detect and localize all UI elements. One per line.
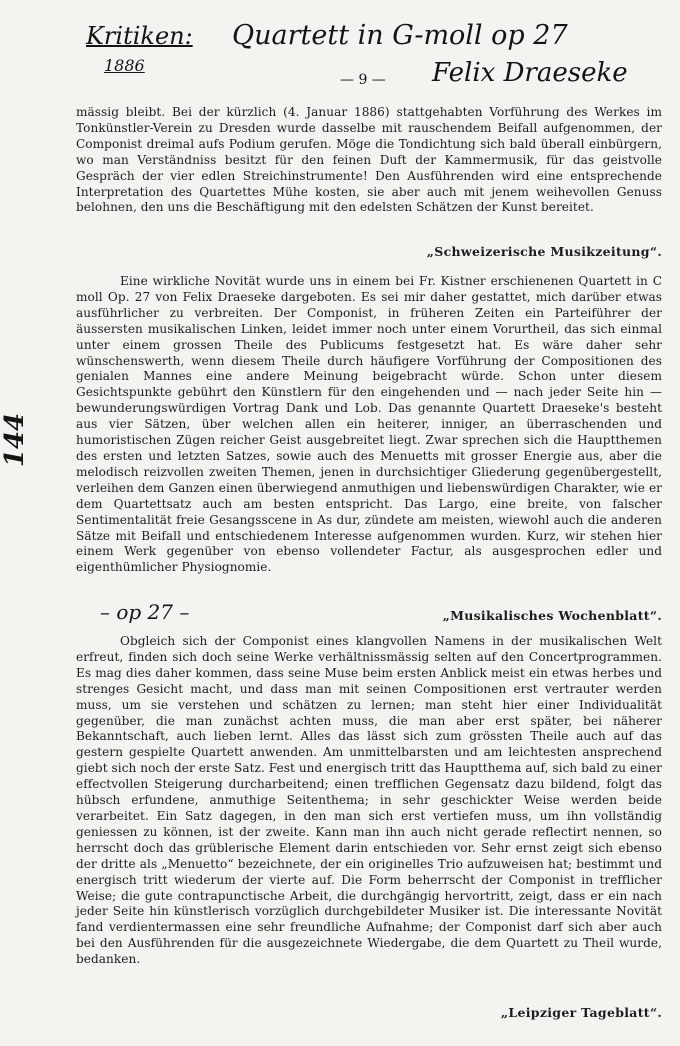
handwritten-title: Quartett in G-moll op 27 [232,20,568,51]
review-source-1: „Schweizerische Musikzeitung“. [426,244,662,259]
handwritten-author: Felix Draeseke [432,58,628,88]
page-number: — 9 — [340,72,386,88]
handwritten-opus-note: – op 27 – [100,600,190,624]
review-block-1 [76,105,662,216]
handwritten-year: 1886 [104,56,145,75]
handwritten-margin-number: 144 [0,412,30,468]
review-text-1: mässig bleibt. Bei der kürzlich (4. Januar 1886) stattgehabten Vorführung des Werkes im Tonkünstler-Verein zu Dresden wurde dasselbe mit rauschendem Beifall aufgenommen, der Componist dreimal aufs Podium gerufen. Möge die Tondichtung sich bald überall einbürgern, wo man Verständniss besitzt für den feinen Duft der Kammermusik, für das geistvolle Gespräch der vier edlen Streichinstrumente! Den Ausführenden wird eine entsprechende Interpretation des Quartettes Mühe kosten, sie aber auch mit jenem weihevollen Genuss belohnen, den uns die Beschäftigung mit den edelsten Schätzen der Kunst bereitet. [76,105,662,215]
review-text-2: Eine wirkliche Novität wurde uns in einem bei Fr. Kistner erschienenen Quartett in C moll Op. 27 von Felix Draeseke dargeboten. Es sei mir daher gestattet, mich darüber etwas ausführlicher zu verbreiten. Der Componist, in früheren Zeiten ein Parteiführer der äussersten musikalischen Linken, leidet immer noch unter einem Vorurtheil, das sich einmal unter einem grossen Theile des Publicums festgesetzt hat. Es wäre daher sehr wünschenswerth, wenn diesem Theile durch häufigere Vorführung der Compositionen des genialen Mannes eine andere Meinung beigebracht würde. Schon unter diesem Gesichtspunkte gebührt den Künstlern für den eingehenden und — nach jeder Seite hin — bewunderungswürdigen Vortrag Dank und Lob. Das genannte Quartett Draeseke's besteht aus vier Sätzen, über welchen allen ein heiterer, inniger, an überraschenden und humoristischen Zügen reicher Geist ausgebreitet liegt. Zwar sprechen sich die Hauptthemen des ersten und letzten Satzes, sowie auch des Menuetts mit grosser Energie aus, aber die melodisch reizvollen zweiten Themen, jenen in durchsichtiger Gliederung gegenübergestellt, verleihen dem Ganzen einen überwiegend anmuthigen und liebenswürdigen Charakter, wie er dem Quartettsatz auch am besten entspricht. Das Largo, eine breite, von falscher Sentimentalität freie Gesangsscene in As dur, zündete am meisten, wiewohl auch die anderen Sätze mit Beifall und entschiedenem Interesse aufgenommen wurden. Kurz, wir stehen hier einem Werk gegenüber von ebenso vollendeter Factur, als ausgesprochen edler und eigenthümlicher Physiognomie. [76,274,662,575]
review-block-2 [76,274,662,576]
handwritten-heading: Kritiken: [86,22,193,50]
review-source-2: „Musikalisches Wochenblatt“. [442,608,662,623]
review-source-3: „Leipziger Tageblatt“. [500,1005,662,1020]
review-block-3 [76,634,662,968]
review-text-3: Obgleich sich der Componist eines klangvollen Namens in der musikalischen Welt erfreut, finden sich doch seine Werke verhältnissmässig selten auf den Concertprogrammen. Es mag dies daher kommen, dass seine Muse beim ersten Anblick meist ein etwas herbes und strenges Gesicht macht, und dass man mit seinen Compositionen erst vertrauter werden muss, um sie verstehen und schätzen zu lernen; man steht hier einer Individualität gegenüber, die man zunächst achten muss, die man aber erst später, bei näherer Bekanntschaft, auch lieben lernt. Alles das lässt sich zum grössten Theile auch auf das gestern gespielte Quartett anwenden. Am unmittelbarsten und am leichtesten ansprechend giebt sich noch der erste Satz. Fest und energisch tritt das Hauptthema auf, sich bald zu einer effectvollen Steigerung durcharbeitend; einen trefflichen Gegensatz dazu bildend, folgt das hübsch erfundene, anmuthige Seitenthema; in sehr geschickter Weise werden beide verarbeitet. Ein Satz dagegen, in den man sich erst vertiefen muss, um ihn vollständig geniessen zu können, ist der zweite. Kann man ihn auch nicht gerade reflectirt nennen, so herrscht doch das grüblerische Element darin entschieden vor. Sehr ernst zeigt sich ebenso der dritte als „Menuetto“ bezeichnete, der ein originelles Trio aufzuweisen hat; bestimmt und energisch tritt wiederum der vierte auf. Die Form beherrscht der Componist in trefflicher Weise; die gute contrapunctische Arbeit, die durchgängig hervortritt, zeigt, dass er ein nach jeder Seite hin künstlerisch vorzüglich durchgebildeter Musiker ist. Die interessante Novität fand verdientermassen eine sehr freundliche Aufnahme; der Componist darf sich aber auch bei den Ausführenden für die ausgezeichnete Wiedergabe, die dem Quartett zu Theil wurde, bedanken. [76,634,662,967]
